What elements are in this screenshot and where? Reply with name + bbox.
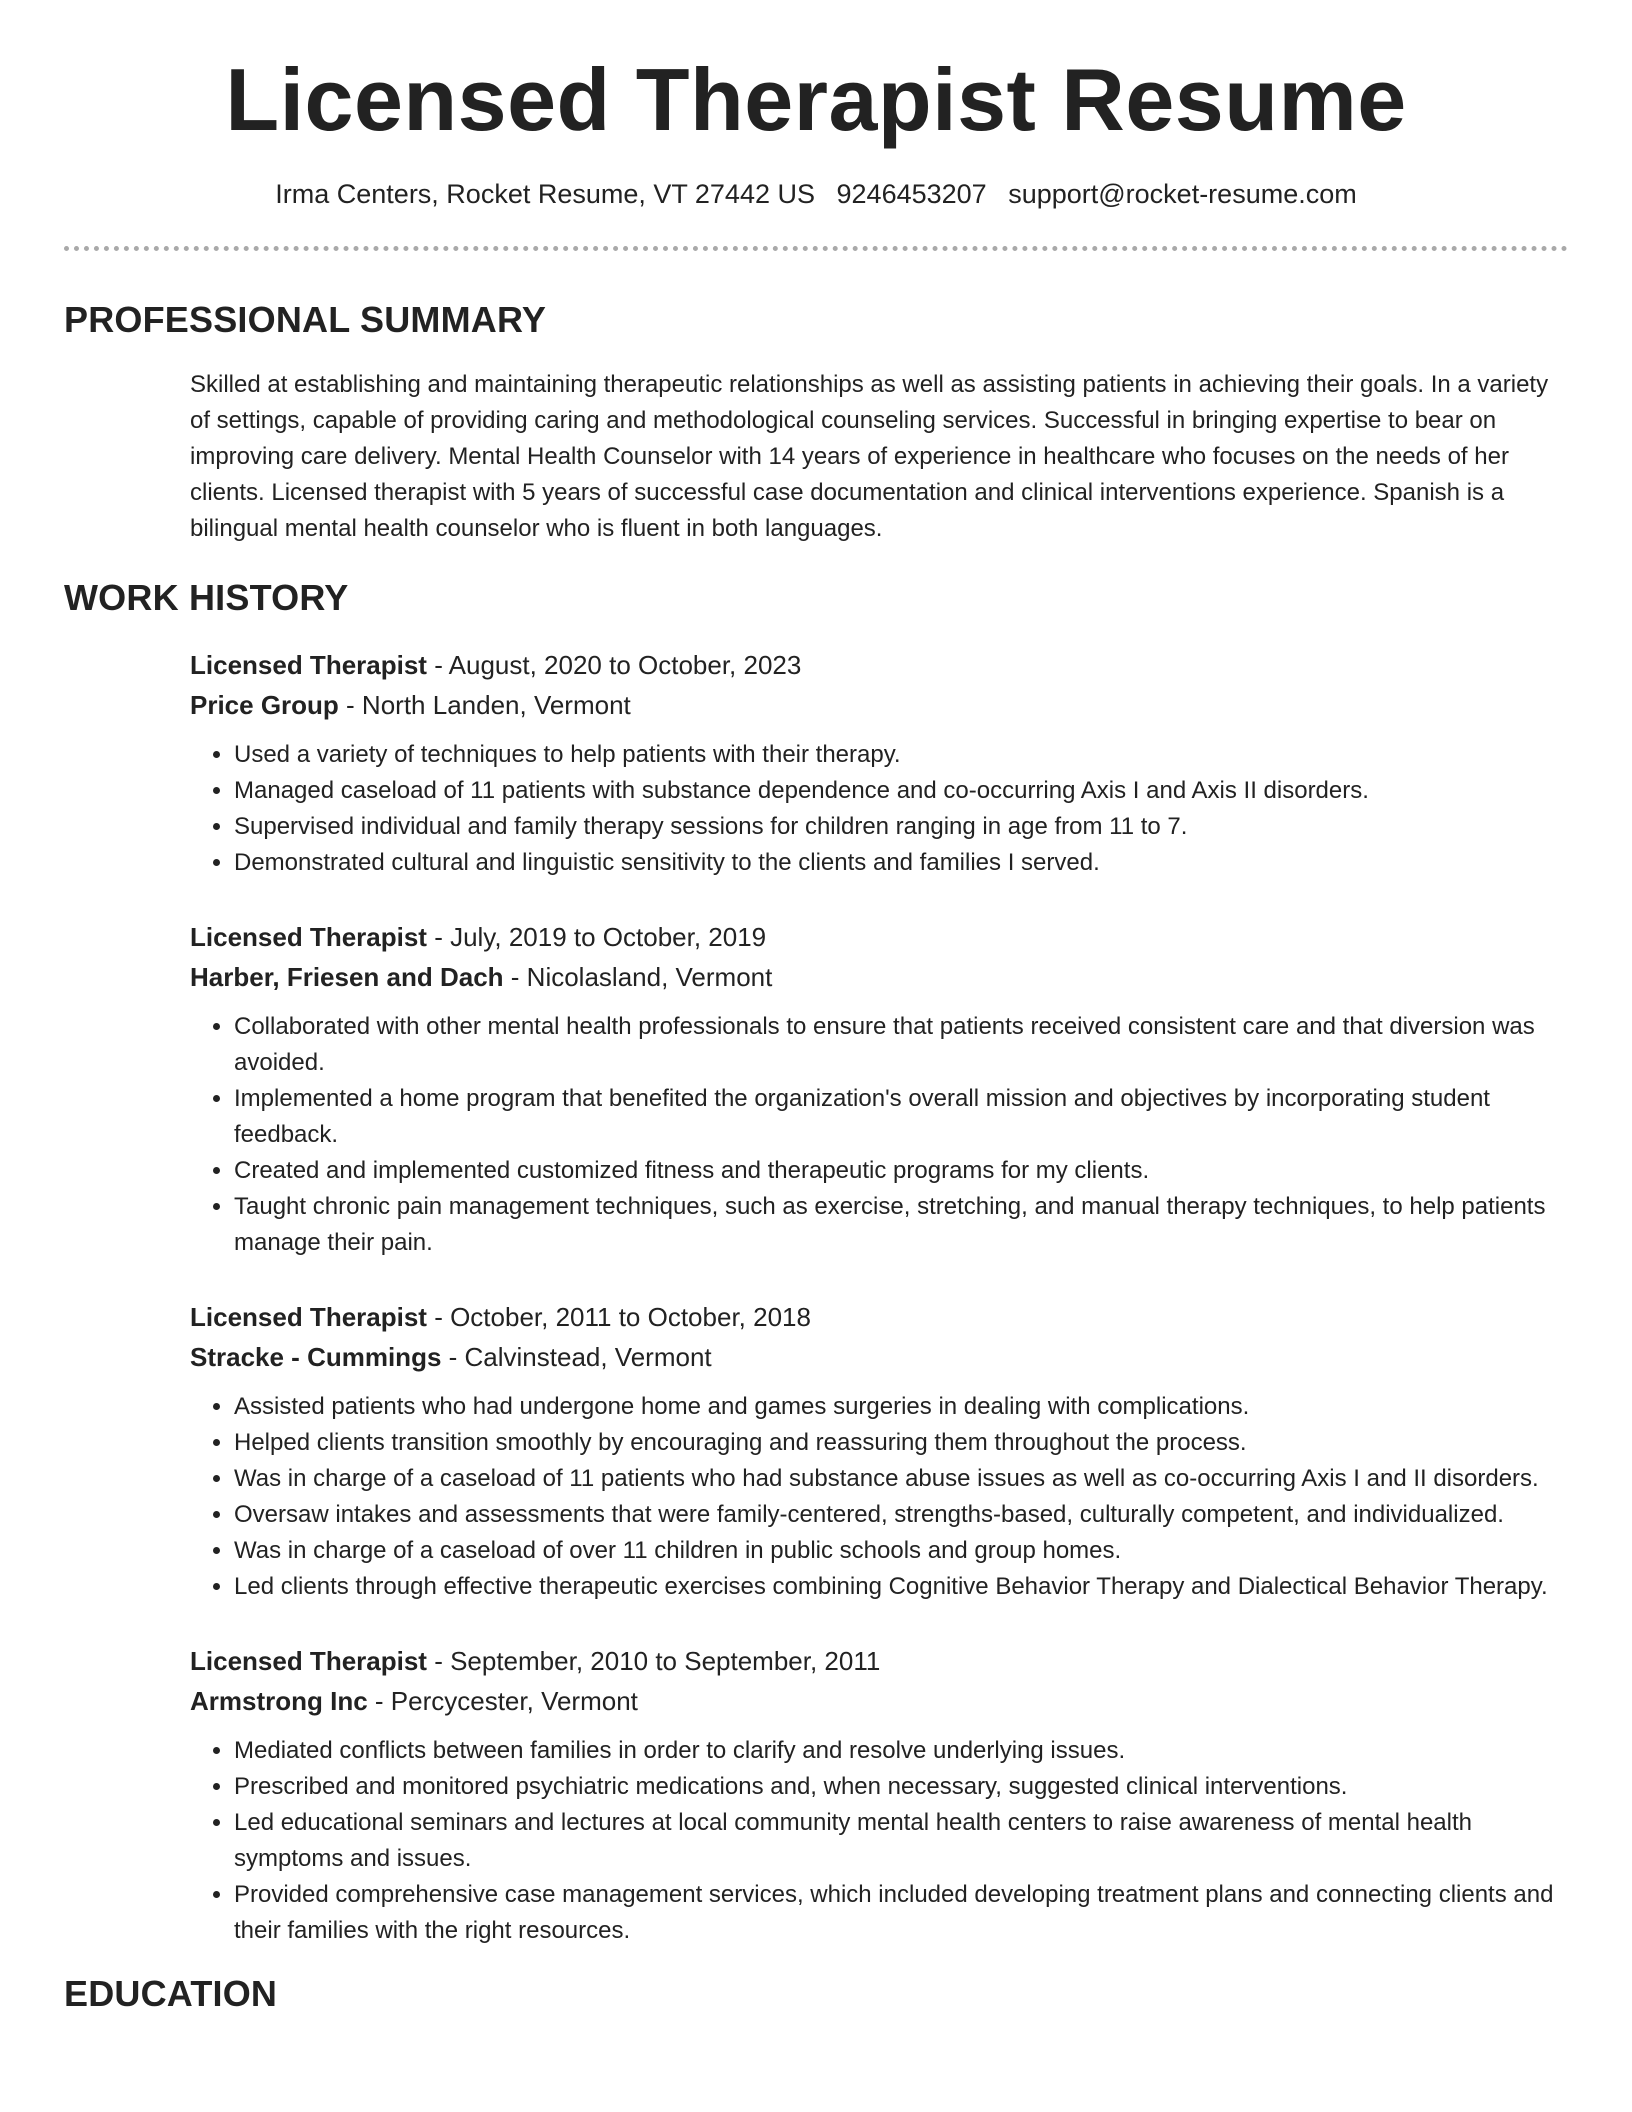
bullet-item: • Was in charge of a caseload of over 11 children in public schools and group homes. xyxy=(234,1533,1568,1569)
job-entry xyxy=(190,1297,1568,1605)
job-dates: - July, 2019 to October, 2019 xyxy=(426,921,767,952)
professional-summary-section xyxy=(64,299,1568,547)
header-divider xyxy=(64,246,1568,251)
bullet-item: • Was in charge of a caseload of 11 patients who had substance abuse issues as well as co-occurring Axis I and II disorders. xyxy=(234,1461,1568,1497)
job-location: - Nicolasland, Vermont xyxy=(503,961,773,992)
job-title: Licensed Therapist xyxy=(190,1645,427,1676)
summary-text: Skilled at establishing and maintaining therapeutic relationships as well as assisting patients in achieving their goals. In a variety of settings, capable of providing caring and methodological counseling services. Successful in bringing expertise to bear on improving care delivery. Mental Health Counselor with 14 years of experience in healthcare who focuses on the needs of her clients. Licensed therapist with 5 years of successful case documentation and clinical interventions experience. Spanish is a bilingual mental health counselor who is fluent in both languages. xyxy=(190,370,1549,542)
job-title-line xyxy=(190,917,1568,957)
contact-address: Irma Centers, Rocket Resume, VT 27442 US xyxy=(275,178,815,209)
job-bullets xyxy=(190,1009,1568,1261)
contact-phone: 9246453207 xyxy=(836,178,987,209)
job-title-line xyxy=(190,1641,1568,1681)
job-title: Licensed Therapist xyxy=(190,921,427,952)
section-heading-education: EDUCATION xyxy=(64,1972,278,2014)
job-company-line xyxy=(190,685,1568,725)
job-title-line xyxy=(190,645,1568,685)
education-section xyxy=(64,1973,1568,2015)
job-company: Harber, Friesen and Dach xyxy=(190,961,504,992)
job-dates: - August, 2020 to October, 2023 xyxy=(426,649,802,680)
bullet-item: • Mediated conflicts between families in order to clarify and resolve underlying issues. xyxy=(234,1733,1568,1769)
contact-line xyxy=(64,179,1568,210)
bullet-item: • Prescribed and monitored psychiatric medications and, when necessary, suggested clinical interventions. xyxy=(234,1769,1568,1805)
bullet-item: • Provided comprehensive case management services, which included developing treatment plans and connecting clients and their families with the right resources. xyxy=(234,1877,1568,1949)
bullet-item: • Supervised individual and family therapy sessions for children ranging in age from 11 to 7. xyxy=(234,809,1568,845)
resume-title: Licensed Therapist Resume xyxy=(225,50,1407,149)
bullet-item: • Used a variety of techniques to help patients with their therapy. xyxy=(234,737,1568,773)
section-heading-work: WORK HISTORY xyxy=(64,576,349,618)
job-company-line xyxy=(190,1681,1568,1721)
job-title: Licensed Therapist xyxy=(190,1301,427,1332)
bullet-item: • Collaborated with other mental health professionals to ensure that patients received consistent care and that diversion was avoided. xyxy=(234,1009,1568,1081)
job-dates: - September, 2010 to September, 2011 xyxy=(426,1645,881,1676)
bullet-item: • Assisted patients who had undergone home and games surgeries in dealing with complications. xyxy=(234,1389,1568,1425)
job-title: Licensed Therapist xyxy=(190,649,427,680)
section-heading-summary: PROFESSIONAL SUMMARY xyxy=(64,298,547,340)
job-location: - Percycester, Vermont xyxy=(367,1685,638,1716)
bullet-item: • Led clients through effective therapeutic exercises combining Cognitive Behavior Therapy and Dialectical Behavior Therapy. xyxy=(234,1569,1568,1605)
job-dates: - October, 2011 to October, 2018 xyxy=(426,1301,811,1332)
job-entry xyxy=(190,645,1568,881)
job-location: - North Landen, Vermont xyxy=(338,689,631,720)
bullet-item: • Managed caseload of 11 patients with substance dependence and co-occurring Axis I and Axis II disorders. xyxy=(234,773,1568,809)
job-bullets xyxy=(190,1389,1568,1605)
job-title-line xyxy=(190,1297,1568,1337)
job-entry xyxy=(190,1641,1568,1949)
bullet-item: • Oversaw intakes and assessments that were family-centered, strengths-based, culturally competent, and individualized. xyxy=(234,1497,1568,1533)
contact-email: support@rocket-resume.com xyxy=(1008,178,1357,209)
job-company: Price Group xyxy=(190,689,339,720)
bullet-item: • Created and implemented customized fitness and therapeutic programs for my clients. xyxy=(234,1153,1568,1189)
bullet-item: • Taught chronic pain management techniques, such as exercise, stretching, and manual therapy techniques, to help patients manage their pain. xyxy=(234,1189,1568,1261)
bullet-item: • Implemented a home program that benefited the organization's overall mission and objectives by incorporating student feedback. xyxy=(234,1081,1568,1153)
bullet-item: • Helped clients transition smoothly by encouraging and reassuring them throughout the process. xyxy=(234,1425,1568,1461)
job-company: Armstrong Inc xyxy=(190,1685,368,1716)
work-history-section xyxy=(64,577,1568,1949)
bullet-item: • Led educational seminars and lectures at local community mental health centers to raise awareness of mental health symptoms and issues. xyxy=(234,1805,1568,1877)
job-bullets xyxy=(190,1733,1568,1949)
job-entry xyxy=(190,917,1568,1261)
job-company: Stracke - Cummings xyxy=(190,1341,442,1372)
bullet-item: • Demonstrated cultural and linguistic sensitivity to the clients and families I served. xyxy=(234,845,1568,881)
job-company-line xyxy=(190,1337,1568,1377)
job-company-line xyxy=(190,957,1568,997)
job-location: - Calvinstead, Vermont xyxy=(441,1341,712,1372)
job-bullets xyxy=(190,737,1568,881)
